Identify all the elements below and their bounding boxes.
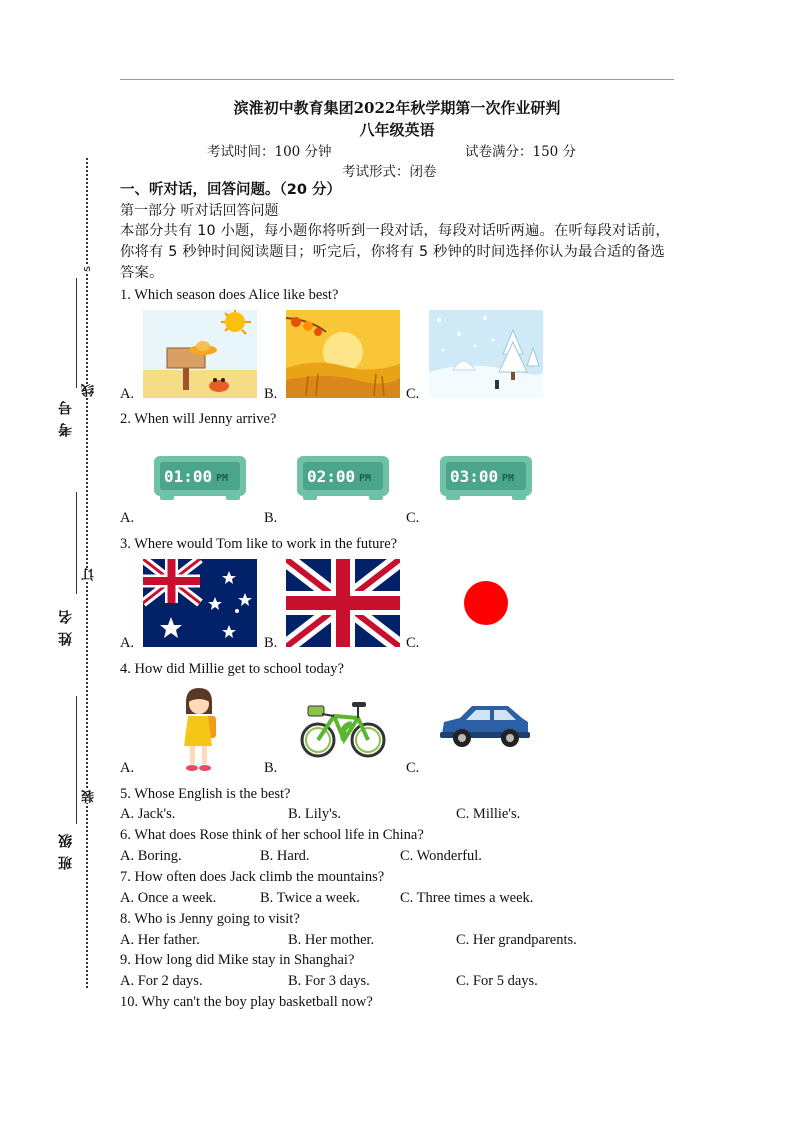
q9-option-c: C. For 5 days. [456,973,538,989]
australia-flag-icon [143,559,257,647]
clock-icon [297,456,389,500]
binding-mark-s: s [80,266,93,272]
clock-icon [440,456,532,500]
question-7: 7. How often does Jack climb the mountains? [120,869,385,885]
uk-flag-icon [286,559,400,647]
question-3: 3. Where would Tom like to work in the future? [120,536,398,552]
clock-time: 03:00 [450,467,499,486]
q6-option-b: B. Hard. [260,848,310,864]
exam-no-label: 考号 [58,393,74,437]
name-label: 姓名 [58,602,74,646]
question-6: 6. What does Rose think of her school life in China? [120,827,424,843]
clock-pm: PM [359,473,372,484]
class-label: 班级 [58,826,74,870]
section-instructions: 本部分共有 10 小题，每小题你将听到一段对话，每段对话听两遍。在听每段对话前，你将有 5 秒钟时间阅读题目；听完后，你将有 5 秒钟的时间选择你认为最合适的备选答案。 [120,223,670,281]
q3-option-a: A. [120,635,135,651]
summer-beach-icon [143,310,257,398]
q7-option-a: A. Once a week. [120,890,217,906]
q3-option-c: C. [406,635,420,651]
q4-option-c: C. [406,760,420,776]
clock-icon [154,456,246,500]
walking-girl-icon [174,684,224,774]
winter-snow-icon [429,310,543,398]
q1-option-b: B. [264,386,278,402]
clock-time: 01:00 [164,467,213,486]
question-8: 8. Who is Jenny going to visit? [120,911,300,927]
question-2: 2. When will Jenny arrive? [120,411,277,427]
q8-option-a: A. Her father. [120,932,200,948]
q5-option-a: A. Jack's. [120,806,176,822]
clock-pm: PM [216,473,229,484]
exam-time: 考试时间：100 分钟 [207,144,332,160]
q5-option-b: B. Lily's. [288,806,341,822]
exam-no-underline [76,278,77,388]
question-9: 9. How long did Mike stay in Shanghai? [120,952,355,968]
q2-option-c: C. [406,510,420,526]
autumn-field-icon [286,310,400,398]
q1-option-a: A. [120,386,135,402]
q9-option-a: A. For 2 days. [120,973,203,989]
exam-form: 考试形式：闭卷 [342,164,437,180]
bicycle-icon [300,692,386,762]
q3-option-b: B. [264,635,278,651]
q7-option-b: B. Twice a week. [260,890,360,906]
q4-option-b: B. [264,760,278,776]
exam-subject: 八年级英语 [359,121,435,139]
q1-option-c: C. [406,386,420,402]
q8-option-b: B. Her mother. [288,932,375,948]
top-rule [120,79,674,80]
question-1: 1. Which season does Alice like best? [120,287,339,303]
question-4: 4. How did Millie get to school today? [120,661,344,677]
binding-mark-order: 订 [82,568,97,581]
binding-mark-line: 线 [82,384,97,397]
q4-option-a: A. [120,760,135,776]
q5-option-c: C. Millie's. [456,806,521,822]
q6-option-c: C. Wonderful. [400,848,482,864]
section-part: 第一部分 听对话回答问题 [120,203,279,219]
q9-option-b: B. For 3 days. [288,973,370,989]
q2-option-b: B. [264,510,278,526]
clock-pm: PM [502,473,515,484]
binding-mark-bind: 装 [82,790,97,803]
question-5: 5. Whose English is the best? [120,786,291,802]
class-underline [76,696,77,824]
section-heading: 一、听对话，回答问题。（20 分） [120,182,341,198]
name-underline [76,492,77,594]
clock-time: 02:00 [307,467,356,486]
exam-title: 滨淮初中教育集团2022年秋学期第一次作业研判 [233,99,561,117]
exam-score: 试卷满分：150 分 [465,144,577,160]
q6-option-a: A. Boring. [120,848,182,864]
q7-option-c: C. Three times a week. [400,890,534,906]
q2-option-a: A. [120,510,135,526]
car-icon [438,700,532,750]
question-10: 10. Why can't the boy play basketball now? [120,994,373,1010]
q8-option-c: C. Her grandparents. [456,932,577,948]
japan-flag-icon [429,559,543,647]
